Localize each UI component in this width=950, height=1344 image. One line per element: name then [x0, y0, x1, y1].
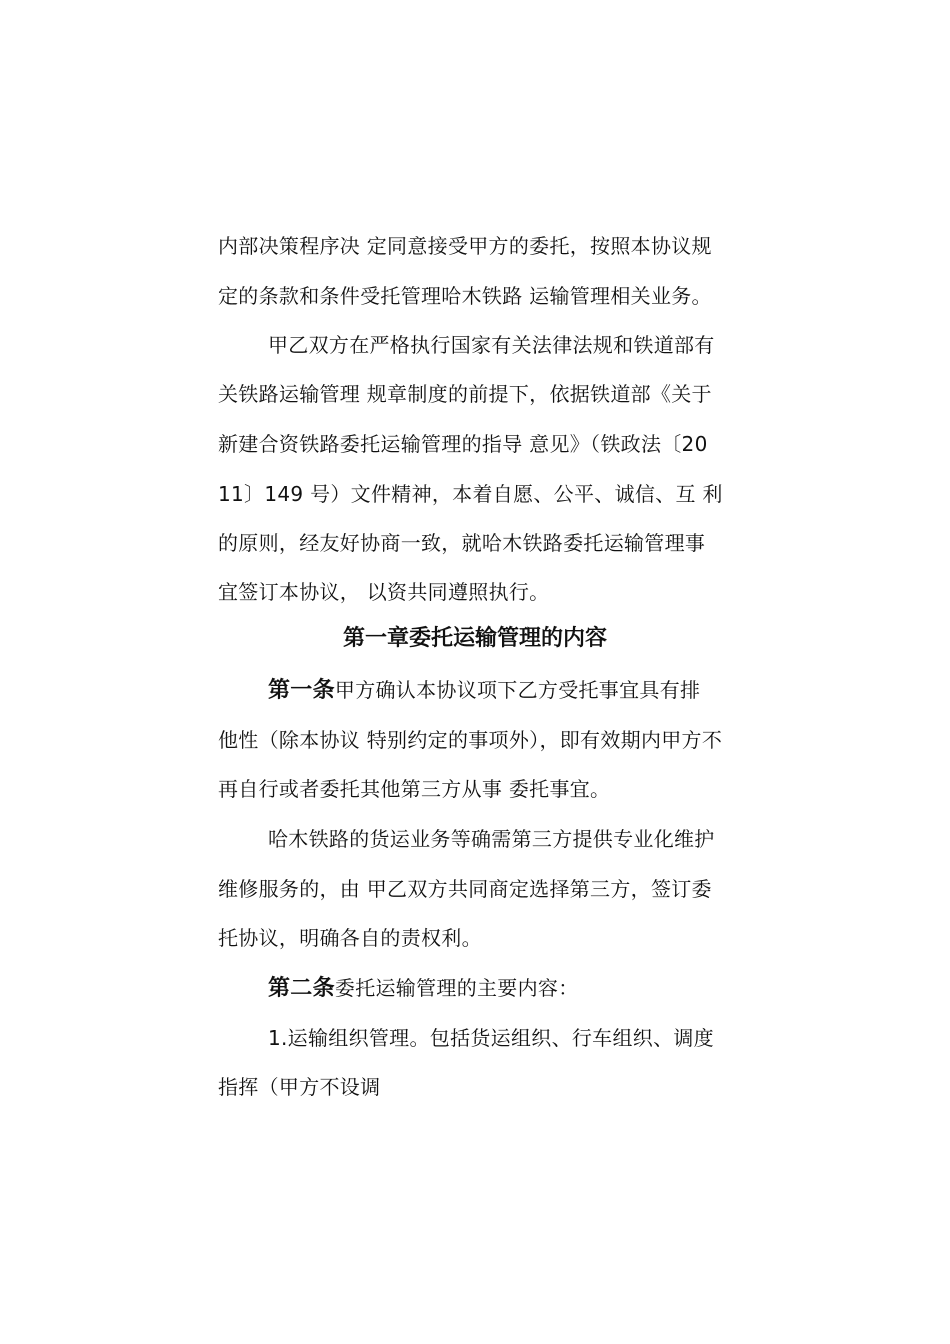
article-2-line-1 — [268, 974, 579, 1003]
paragraph-2-line-1: 甲乙双方在严格执行国家有关法律法规和铁道部有 — [268, 333, 715, 357]
article-1-label: 第一条 — [268, 678, 335, 703]
paragraph-2-line-2: 关铁路运输管理 规章制度的前提下，依据铁道部《关于 — [218, 382, 712, 406]
paragraph-3-line-2: 维修服务的，由 甲乙双方共同商定选择第三方，签订委 — [218, 877, 712, 901]
paragraph-2-line-3: 新建合资铁路委托运输管理的指导 意见》（铁政法〔20 — [218, 432, 708, 456]
paragraph-2-line-4: 11〕149 号）文件精神，本着自愿、公平、诚信、互 利 — [218, 482, 723, 506]
item-1-line-1: 1.运输组织管理。包括货运组织、行车组织、调度 — [268, 1026, 714, 1050]
chapter-1-title: 第一章委托运输管理的内容 — [342, 626, 607, 651]
article-1-text: 甲方确认本协议项下乙方受托事宜具有排 — [334, 678, 701, 702]
article-1-line-2: 他性（除本协议 特别约定的事项外），即有效期内甲方不 — [218, 728, 723, 752]
paragraph-1-line-2: 定的条款和条件受托管理哈木铁路 运输管理相关业务。 — [218, 284, 712, 308]
article-2-label: 第二条 — [268, 976, 335, 1001]
paragraph-2-line-6: 宜签订本协议， 以资共同遵照执行。 — [218, 580, 550, 604]
paragraph-2-line-5: 的原则，经友好协商一致，就哈木铁路委托运输管理事 — [218, 531, 706, 555]
article-1-line-1 — [268, 676, 700, 705]
item-1-line-2: 指挥（甲方不设调 — [218, 1075, 381, 1099]
paragraph-3-line-1: 哈木铁路的货运业务等确需第三方提供专业化维护 — [268, 827, 715, 851]
article-1-line-3: 再自行或者委托其他第三方从事 委托事宜。 — [218, 777, 611, 801]
paragraph-1-line-1: 内部决策程序决 定同意接受甲方的委托，按照本协议规 — [218, 234, 712, 258]
article-2-text: 委托运输管理的主要内容： — [334, 976, 579, 1000]
paragraph-3-line-3: 托协议，明确各自的责权利。 — [218, 926, 482, 950]
